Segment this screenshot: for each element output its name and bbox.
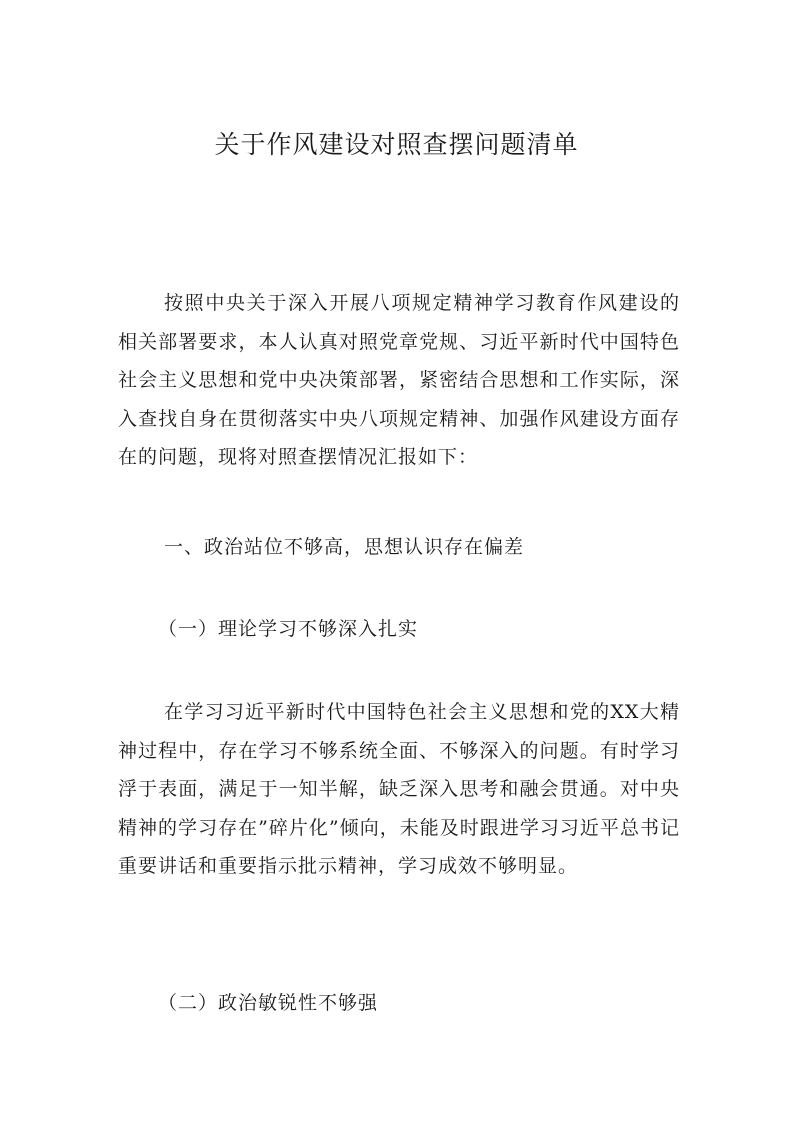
section-heading-1: 一、政治站位不够高，思想认识存在偏差 bbox=[164, 536, 525, 558]
subsection-heading-1: （一）理论学习不够深入扎实 bbox=[158, 618, 419, 640]
intro-paragraph: 按照中央关于深入开展八项规定精神学习教育作风建设的相关部署要求，本人认真对照党章党规、习近平新时代中国特色社会主义思想和党中央决策部署，紧密结合思想和工作实际，深入查找自身在贯彻落实中央八项规定精神、加强作风建设方面存在的问题，现将对照查摆情况汇报如下： bbox=[118, 292, 680, 468]
subsection-1-paragraph: 在学习习近平新时代中国特色社会主义思想和党的XX大精神过程中，存在学习不够系统全面、不够深入的问题。有时学习浮于表面，满足于一知半解，缺乏深入思考和融会贯通。对中央精神的学习存在”碎片化”倾向，未能及时跟进学习习近平总书记重要讲话和重要指示批示精神，学习成效不够明显。 bbox=[118, 701, 680, 877]
subsection-heading-2: （二）政治敏锐性不够强 bbox=[158, 992, 379, 1014]
document-title: 关于作风建设对照查摆问题清单 bbox=[214, 130, 579, 159]
